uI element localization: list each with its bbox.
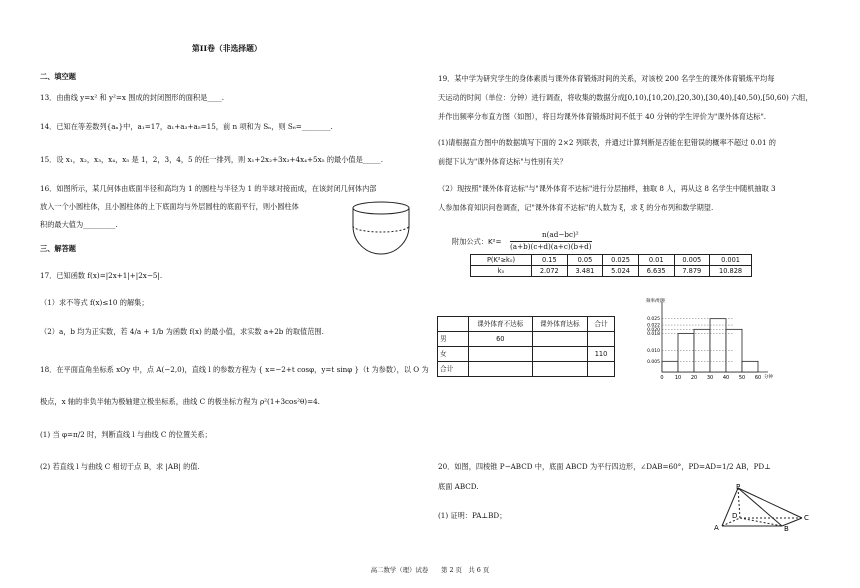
table-cell: 课外体育不达标: [469, 317, 533, 332]
table-cell: 合计: [438, 362, 469, 377]
critical-value-table: [470, 254, 752, 277]
table-cell: 0.005: [674, 255, 710, 266]
question-16-line2: 放入一个小圆柱体，且小圆柱体的上下底面均与外层圆柱的底面平行，则小圆柱体: [40, 202, 299, 211]
y-axis-label: 频率/组距: [646, 299, 666, 304]
formula-label: 附加公式：K²=: [452, 237, 502, 246]
page-title: 第II卷（非选择题）: [192, 44, 262, 53]
table-cell: [532, 362, 587, 377]
question-19-part2-line1: （2）现按照"课外体育达标"与"课外体育不达标"进行分层抽样，抽取 8 人，再从这 8 名学生中随机抽取 3: [438, 184, 776, 193]
x-tick-label: 20: [690, 375, 698, 381]
table-row: [438, 347, 615, 362]
page-footer: 高二数学（理）试卷 第 2 页 共 6 页: [370, 566, 490, 574]
y-tick-label: 0.018: [647, 332, 660, 338]
table-cell: [588, 332, 615, 347]
question-15: 15．设 x₁，x₂，x₃，x₄，x₅ 是 1，2，3，4，5 的任一排列，则 x₁+2x₂+3x₃+4x₄+5x₅ 的最小值是_____.: [40, 155, 384, 164]
x-tick-label: 30: [706, 375, 714, 381]
question-18-line1: 18．在平面直角坐标系 xOy 中，点 A(−2,0)，直线 l 的参数方程为 { x=−2+t cosφ，y=t sinφ }（t 为参数），以 O 为: [40, 365, 429, 374]
table-row: [438, 332, 615, 347]
table-cell: 0.01: [638, 255, 674, 266]
table-cell: P(K²≥k₀): [471, 255, 532, 266]
table-cell: 0.15: [532, 255, 568, 266]
question-17-part1: （1）求不等式 f(x)≤10 的解集；: [40, 298, 149, 307]
table-cell: 10.828: [710, 266, 752, 277]
question-19-part2-line2: 人参加体育知识问卷调查，记"课外体育不达标"的人数为 ξ，求 ξ 的分布列和数学期望.: [438, 203, 714, 212]
section-solve: 三、解答题: [40, 244, 76, 253]
question-17: 17．已知函数 f(x)=|2x+1|+|2x−5|.: [40, 271, 163, 280]
table-cell: 60: [469, 332, 533, 347]
cylinder-hemisphere-figure: [346, 200, 416, 260]
table-cell: 女: [438, 347, 469, 362]
table-cell: 2.072: [532, 266, 568, 277]
table-cell: 男: [438, 332, 469, 347]
y-tick-label: 0.025: [647, 317, 660, 323]
x-tick-label: 0: [660, 375, 664, 381]
vertex-label-a: A: [714, 524, 719, 532]
formula-denominator: (a+b)(c+d)(a+c)(b+d): [510, 242, 592, 251]
question-20-line1: 20．如图，四棱锥 P−ABCD 中，底面 ABCD 为平行四边形，∠DAB=60°，PD=AD=1/2 AB，PD⊥: [438, 462, 771, 471]
formula-numerator: n(ad−bc)²: [542, 230, 579, 239]
x-tick-label: 40: [722, 375, 730, 381]
question-16-line1: 16．如图所示，某几何体由底面半径和高均为 1 的圆柱与半径为 1 的半球对接而成，在该封闭几何体内部: [40, 184, 377, 193]
question-18-line2: 极点，x 轴的非负半轴为极轴建立极坐标系，曲线 C 的极坐标方程为 ρ²(1+3cos²θ)=4.: [40, 397, 320, 406]
histogram-bar: [662, 361, 678, 372]
table-cell: 合计: [588, 317, 615, 332]
pyramid-figure: [710, 484, 820, 532]
table-cell: 课外体育达标: [532, 317, 587, 332]
question-16-line3: 积的最大值为_________.: [40, 220, 118, 229]
table-cell: 6.635: [638, 266, 674, 277]
y-tick-label: 0.022: [647, 323, 660, 329]
question-19-part1-line2: 前提下认为"课外体育达标"与性别有关？: [438, 157, 567, 166]
question-14: 14．已知在等差数列{aₙ}中，a₁=17，a₁+a₃+a₅=15，前 n 项和为 Sₙ，则 S₆=________.: [40, 122, 333, 131]
histogram-bar: [710, 319, 726, 372]
y-tick-label: 0.010: [647, 349, 660, 355]
table-cell: [469, 362, 533, 377]
table-row: [471, 266, 752, 277]
question-20-part1: (1) 证明：PA⊥BD；: [438, 511, 507, 520]
table-cell: 3.481: [567, 266, 603, 277]
table-cell: 110: [588, 347, 615, 362]
x-tick-label: 10: [674, 375, 682, 381]
question-17-part2: （2）a，b 均为正实数，若 4/a + 1/b 为函数 f(x) 的最小值，求实数 a+2b 的取值范围.: [40, 327, 324, 336]
question-20-line2: 底面 ABCD.: [438, 482, 479, 491]
table-row: [471, 255, 752, 266]
frequency-histogram: [632, 296, 780, 384]
contingency-table: [437, 316, 615, 377]
vertex-label-c: C: [804, 514, 809, 522]
table-cell: 0.001: [710, 255, 752, 266]
table-cell: [532, 347, 587, 362]
vertex-label-b: B: [784, 525, 789, 532]
table-row: [438, 317, 615, 332]
question-19-line2: 天运动的时间（单位：分钟）进行调查，将收集的数据分成[0,10),[10,20),[20,30),[30,40),[40,50),[50,60) 六组，: [438, 93, 813, 102]
x-tick-label: 50: [738, 375, 746, 381]
x-tick-label: 60: [754, 375, 762, 381]
table-cell: [532, 332, 587, 347]
table-cell: 0.025: [603, 255, 639, 266]
table-cell: [588, 362, 615, 377]
table-cell: [438, 317, 469, 332]
table-cell: 5.024: [603, 266, 639, 277]
question-19-part1-line1: (1)请根据直方图中的数据填写下面的 2×2 列联表，并通过计算判断是否能在犯错误的概率不超过 0.01 的: [438, 138, 776, 147]
question-18-part2: (2) 若直线 l 与曲线 C 相切于点 B，求 |AB| 的值.: [40, 462, 200, 471]
question-19-line1: 19．某中学为研究学生的身体素质与课外体育锻炼时间的关系，对该校 200 名学生的课外体育锻炼平均每: [438, 74, 775, 83]
x-axis-label: 分钟: [764, 375, 773, 380]
question-19-line3: 并作出频率分布直方图（如图），将日均课外体育锻炼时间不低于 40 分钟的学生评价为"课外体育达标".: [438, 112, 767, 121]
histogram-bar: [678, 334, 694, 372]
y-tick-label: 0.020: [647, 327, 660, 333]
y-tick-label: 0.005: [647, 359, 660, 365]
table-cell: k₀: [471, 266, 532, 277]
table-cell: [469, 347, 533, 362]
section-fill-in: 二、填空题: [40, 72, 76, 81]
histogram-bar: [742, 361, 758, 372]
table-cell: 7.879: [674, 266, 710, 277]
question-18-part1: (1) 当 φ=π/2 时，判断直线 l 与曲线 C 的位置关系；: [40, 430, 212, 439]
table-row: [438, 362, 615, 377]
table-cell: 0.05: [567, 255, 603, 266]
vertex-label-p: P: [736, 484, 741, 491]
question-13: 13．由曲线 y=x² 和 y²=x 围成的封闭图形的面积是____.: [40, 93, 224, 102]
vertex-label-d: D: [732, 512, 738, 520]
